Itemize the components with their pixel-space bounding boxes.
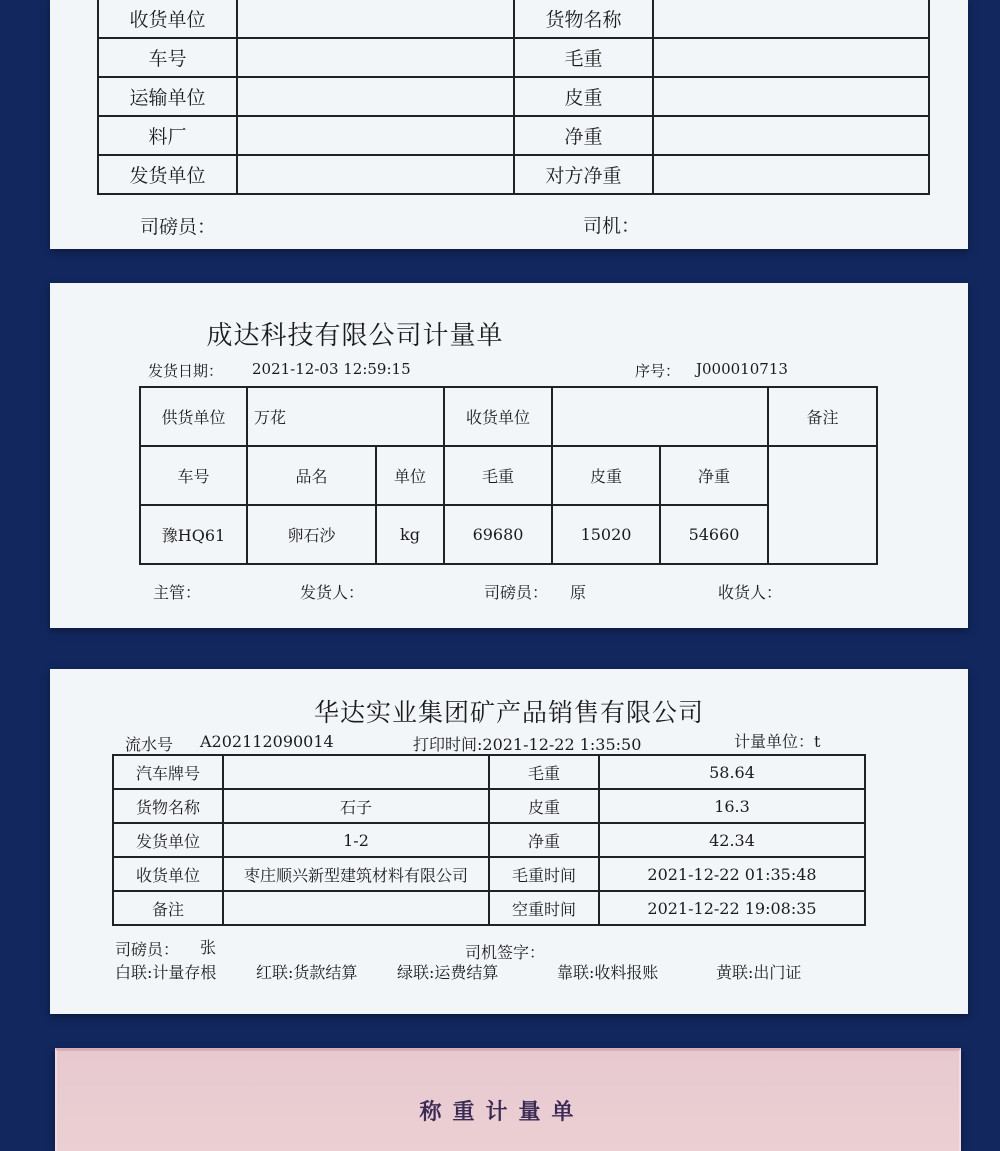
field-label: 汽车牌号 — [113, 755, 223, 789]
field-value — [237, 38, 514, 77]
weigher-label: 司磅员： — [115, 940, 180, 959]
field-value — [653, 77, 929, 116]
field-label: 备注 — [768, 387, 877, 446]
ticket-1-table — [97, 0, 930, 195]
field-value — [223, 891, 489, 925]
serial-label: 流水号 — [125, 735, 174, 754]
recipient-label: 收货人： — [718, 583, 783, 602]
field-value — [653, 155, 929, 194]
field-value: 16.3 — [599, 789, 865, 823]
table-cell: 69680 — [444, 505, 552, 564]
sender-label: 发货人： — [300, 583, 365, 602]
supervisor-label: 主管： — [153, 583, 202, 602]
field-label: 供货单位 — [140, 387, 247, 446]
table-row — [140, 505, 877, 564]
field-value — [237, 0, 514, 38]
copy-note-white: 白联:计量存根 — [115, 963, 217, 982]
field-value — [653, 0, 929, 38]
table-row — [113, 857, 865, 891]
serial-label: 序号： — [635, 362, 681, 380]
field-value — [237, 116, 514, 155]
field-label: 车号 — [98, 38, 237, 77]
driver-label: 司机： — [583, 215, 641, 237]
field-label: 发货单位 — [113, 823, 223, 857]
field-label: 对方净重 — [514, 155, 653, 194]
copy-note-blue: 靠联:收料报账 — [557, 963, 659, 982]
copy-note-yellow: 黄联:出门证 — [716, 963, 802, 982]
field-label: 皮重 — [489, 789, 599, 823]
weigher-value: 张 — [200, 938, 217, 957]
table-header-row — [140, 446, 877, 505]
ticket-title: 华达实业集团矿产品销售有限公司 — [313, 698, 704, 727]
print-time: 打印时间:2021-12-22 1:35:50 — [413, 735, 642, 754]
ticket-title: 成达科技有限公司计量单 — [206, 321, 504, 351]
copy-note-red: 红联:货款结算 — [256, 963, 358, 982]
ticket-card-3 — [50, 669, 968, 1014]
field-label: 料厂 — [98, 116, 237, 155]
table-row — [98, 0, 929, 38]
field-value: 2021-12-22 19:08:35 — [599, 891, 865, 925]
ship-date-label: 发货日期： — [148, 362, 224, 380]
weigher-value: 原 — [570, 583, 587, 602]
ticket-card-2 — [50, 283, 968, 628]
field-value: 1-2 — [223, 823, 489, 857]
ticket-card-4 — [55, 1048, 961, 1151]
field-label: 净重 — [489, 823, 599, 857]
table-cell: kg — [376, 505, 444, 564]
table-cell: 15020 — [552, 505, 660, 564]
table-row — [113, 823, 865, 857]
field-label: 空重时间 — [489, 891, 599, 925]
table-row — [98, 155, 929, 194]
ticket-3-table — [112, 754, 866, 926]
field-value: 2021-12-22 01:35:48 — [599, 857, 865, 891]
receiver-value — [552, 387, 768, 446]
field-label: 收货单位 — [113, 857, 223, 891]
column-header: 车号 — [140, 446, 247, 505]
remark-value — [768, 446, 877, 564]
table-cell: 54660 — [660, 505, 768, 564]
field-label: 毛重 — [489, 755, 599, 789]
field-label: 净重 — [514, 116, 653, 155]
field-value: 石子 — [223, 789, 489, 823]
ticket-2-table — [139, 386, 878, 565]
column-header: 皮重 — [552, 446, 660, 505]
weigher-label: 司磅员： — [140, 216, 217, 238]
table-row — [98, 77, 929, 116]
field-label: 毛重时间 — [489, 857, 599, 891]
field-label: 货物名称 — [113, 789, 223, 823]
table-row — [98, 116, 929, 155]
weigher-label: 司磅员： — [484, 583, 549, 602]
field-value: 42.34 — [599, 823, 865, 857]
ship-date-value: 2021-12-03 12:59:15 — [252, 360, 411, 378]
driver-sign-label: 司机签字： — [465, 943, 546, 962]
field-value — [653, 38, 929, 77]
copy-note-green: 绿联:运费结算 — [397, 963, 499, 982]
table-row — [140, 387, 877, 446]
field-label: 发货单位 — [98, 155, 237, 194]
table-row — [113, 891, 865, 925]
field-value — [237, 77, 514, 116]
serial-value: J000010713 — [696, 360, 788, 378]
field-label: 运输单位 — [98, 77, 237, 116]
supplier-value: 万花 — [247, 387, 444, 446]
field-value: 58.64 — [599, 755, 865, 789]
table-row — [98, 38, 929, 77]
table-cell: 卵石沙 — [247, 505, 376, 564]
field-value — [223, 755, 489, 789]
field-label: 皮重 — [514, 77, 653, 116]
column-header: 毛重 — [444, 446, 552, 505]
field-value — [237, 155, 514, 194]
field-value — [653, 116, 929, 155]
serial-value: A202112090014 — [200, 732, 334, 751]
field-value: 枣庄顺兴新型建筑材料有限公司 — [223, 857, 489, 891]
field-label: 毛重 — [514, 38, 653, 77]
measure-unit: 计量单位：t — [734, 732, 821, 751]
table-row — [113, 755, 865, 789]
column-header: 单位 — [376, 446, 444, 505]
table-cell: 豫HQ61 — [140, 505, 247, 564]
column-header: 品名 — [247, 446, 376, 505]
field-label: 备注 — [113, 891, 223, 925]
ticket-title: 称重计量单 — [419, 1099, 585, 1125]
field-label: 收货单位 — [98, 0, 237, 38]
field-label: 货物名称 — [514, 0, 653, 38]
table-row — [113, 789, 865, 823]
ticket-card-1 — [50, 0, 968, 249]
column-header: 净重 — [660, 446, 768, 505]
field-label: 收货单位 — [444, 387, 552, 446]
